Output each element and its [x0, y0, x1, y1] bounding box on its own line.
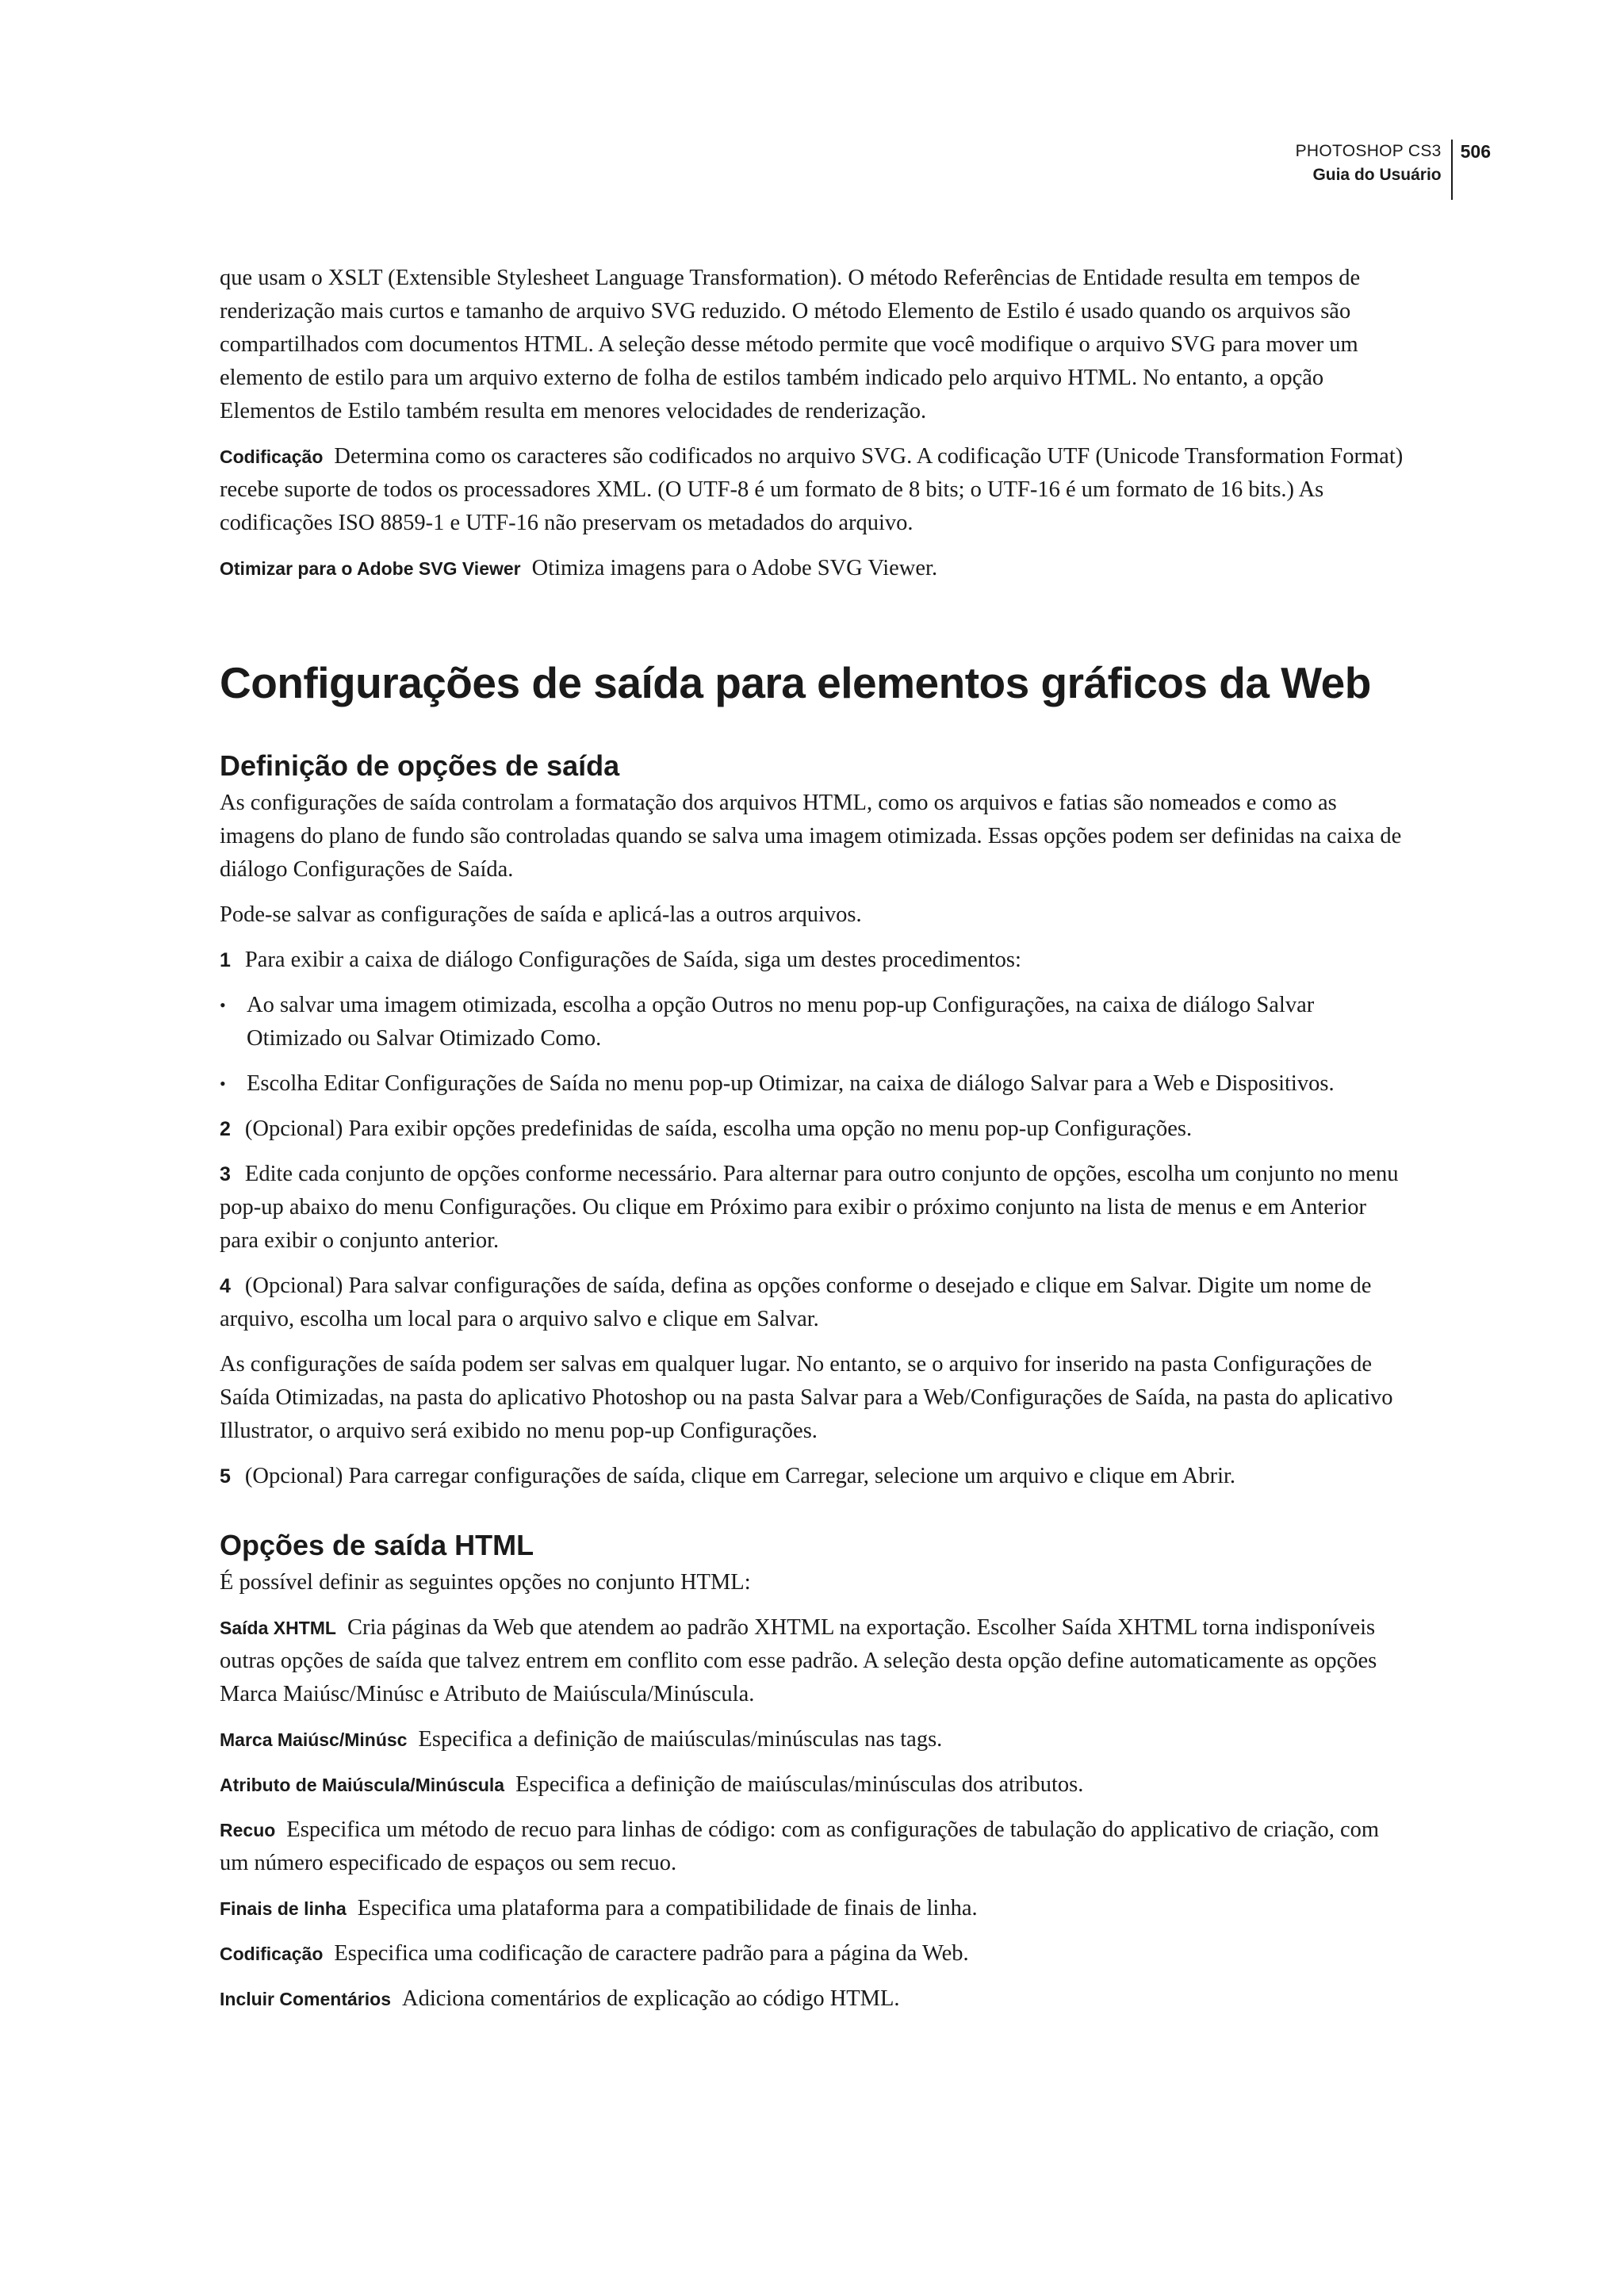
running-header [1296, 140, 1491, 200]
step-item [220, 1113, 1409, 1146]
option-term: Codificação [220, 1944, 324, 1964]
step-text: Edite cada conjunto de opções conforme necessário. Para alternar para outro conjunto de opções, escolha um conjunto no menu pop-up abaixo do menu Configurações. Ou clique em Próximo para exibir o próximo conjunto na lista de menus e em Anterior para exibir o conjunto anterior. [220, 1162, 1399, 1253]
running-header-text [1296, 140, 1453, 200]
guide-title: Guia do Usuário [1312, 166, 1442, 184]
step-item [220, 1158, 1409, 1258]
step-number: 3 [220, 1163, 231, 1185]
intro-paragraph: que usam o XSLT (Extensible Stylesheet Language Transformation). O método Referências de Entidade resulta em tempos de renderização mais curtos e tamanho de arquivo SVG reduzido. O método Elemento de Estilo é usado quando os arquivos são compartilhados com documentos HTML. A seleção desse método permite que você modifique o arquivo SVG para mover um elemento de estilo para um arquivo externo de folha de estilos também indicado pelo arquivo HTML. No entanto, a opção Elementos de Estilo também resulta em menores velocidades de renderização. [220, 266, 1361, 423]
step-number: 5 [220, 1465, 231, 1488]
bullet-text: Ao salvar uma imagem otimizada, escolha a opção Outros no menu pop-up Configurações, na caixa de diálogo Salvar Otimizado ou Salvar Otimizado Como. [247, 993, 1315, 1051]
bullet-icon: • [220, 1074, 226, 1093]
option-term: Finais de linha [220, 1898, 347, 1919]
option-item [220, 1813, 1409, 1880]
option-item [220, 1611, 1409, 1711]
step-number: 1 [220, 949, 231, 971]
step-item [220, 1460, 1409, 1493]
bullet-icon: • [220, 995, 226, 1015]
option-description: Especifica a definição de maiúsculas/minúsculas nas tags. [418, 1727, 943, 1752]
paragraph: Pode-se salvar as configurações de saída e aplicá-las a outros arquivos. [220, 902, 862, 927]
option-item [220, 1892, 1409, 1925]
option-description: Otimiza imagens para o Adobe SVG Viewer. [531, 556, 938, 580]
step-number: 2 [220, 1118, 231, 1140]
subsection-heading: Opções de saída HTML [220, 1529, 534, 1561]
bullet-item [220, 989, 1409, 1055]
option-description: Determina como os caracteres são codificados no arquivo SVG. A codificação UTF (Unicode Transformation Format) recebe suporte de todos os processadores XML. (O UTF-8 é um formato de 8 bits; o UTF-16 é um formato de 16 bits.) As codificações ISO 8859-1 e UTF-16 não preservam os metadados do arquivo. [220, 444, 1404, 535]
option-description: Especifica uma plataforma para a compatibilidade de finais de linha. [357, 1896, 978, 1921]
option-item [220, 1723, 1409, 1756]
step-item [220, 1270, 1409, 1336]
step-text: Para exibir a caixa de diálogo Configurações de Saída, siga um destes procedimentos: [244, 948, 1021, 972]
option-item [220, 1982, 1409, 2016]
option-term: Atributo de Maiúscula/Minúscula [220, 1775, 505, 1795]
paragraph: É possível definir as seguintes opções no conjunto HTML: [220, 1570, 751, 1595]
step-text: (Opcional) Para exibir opções predefinidas de saída, escolha uma opção no menu pop-up Configurações. [244, 1116, 1193, 1141]
option-term: Codificação [220, 446, 324, 467]
subsection-heading: Definição de opções de saída [220, 749, 620, 782]
option-term: Recuo [220, 1820, 276, 1840]
bullet-text: Escolha Editar Configurações de Saída no menu pop-up Otimizar, na caixa de diálogo Salvar para a Web e Dispositivos. [247, 1071, 1335, 1096]
section-title: Configurações de saída para elementos gráficos da Web [220, 658, 1371, 707]
option-term: Incluir Comentários [220, 1989, 391, 2009]
paragraph: As configurações de saída podem ser salvas em qualquer lugar. No entanto, se o arquivo for inserido na pasta Configurações de Saída Otimizadas, na pasta do aplicativo Photoshop ou na pasta Salvar para a Web/Configurações de Saída, na pasta do aplicativo Illustrator, o arquivo será exibido no menu pop-up Configurações. [220, 1352, 1393, 1443]
option-term: Saída XHTML [220, 1618, 336, 1638]
page-number: 506 [1460, 141, 1491, 162]
paragraph: As configurações de saída controlam a formatação dos arquivos HTML, como os arquivos e fatias são nomeados e como as imagens do plano de fundo são controladas quando se salva uma imagem otimizada. Essas opções podem ser definidas na caixa de diálogo Configurações de Saída. [220, 791, 1402, 882]
option-term: Marca Maiúsc/Minúsc [220, 1729, 408, 1750]
option-description: Especifica um método de recuo para linhas de código: com as configurações de tabulação do applicativo de criação, com um número especificado de espaços ou sem recuo. [220, 1817, 1380, 1875]
step-number: 4 [220, 1275, 231, 1297]
option-description: Cria páginas da Web que atendem ao padrão XHTML na exportação. Escolher Saída XHTML torna indisponíveis outras opções de saída que talvez entrem em conflito com esse padrão. A seleção desta opção define automaticamente as opções Marca Maiúsc/Minúsc e Atributo de Maiúscula/Minúscula. [220, 1615, 1377, 1706]
content-column [220, 262, 1409, 2028]
option-item [220, 552, 1409, 585]
option-description: Especifica a definição de maiúsculas/minúsculas dos atributos. [515, 1772, 1084, 1797]
option-description: Adiciona comentários de explicação ao código HTML. [401, 1986, 900, 2011]
option-item [220, 440, 1409, 540]
option-item [220, 1937, 1409, 1970]
option-item [220, 1768, 1409, 1802]
step-text: (Opcional) Para salvar configurações de saída, defina as opções conforme o desejado e clique em Salvar. Digite um nome de arquivo, escolha um local para o arquivo salvo e clique em Salvar. [220, 1273, 1372, 1331]
step-text: (Opcional) Para carregar configurações de saída, clique em Carregar, selecione um arquivo e clique em Abrir. [244, 1464, 1236, 1488]
step-item [220, 944, 1409, 977]
option-description: Especifica uma codificação de caractere padrão para a página da Web. [334, 1941, 969, 1966]
option-term: Otimizar para o Adobe SVG Viewer [220, 558, 521, 579]
bullet-item [220, 1067, 1409, 1101]
product-name: PHOTOSHOP CS3 [1295, 142, 1442, 160]
